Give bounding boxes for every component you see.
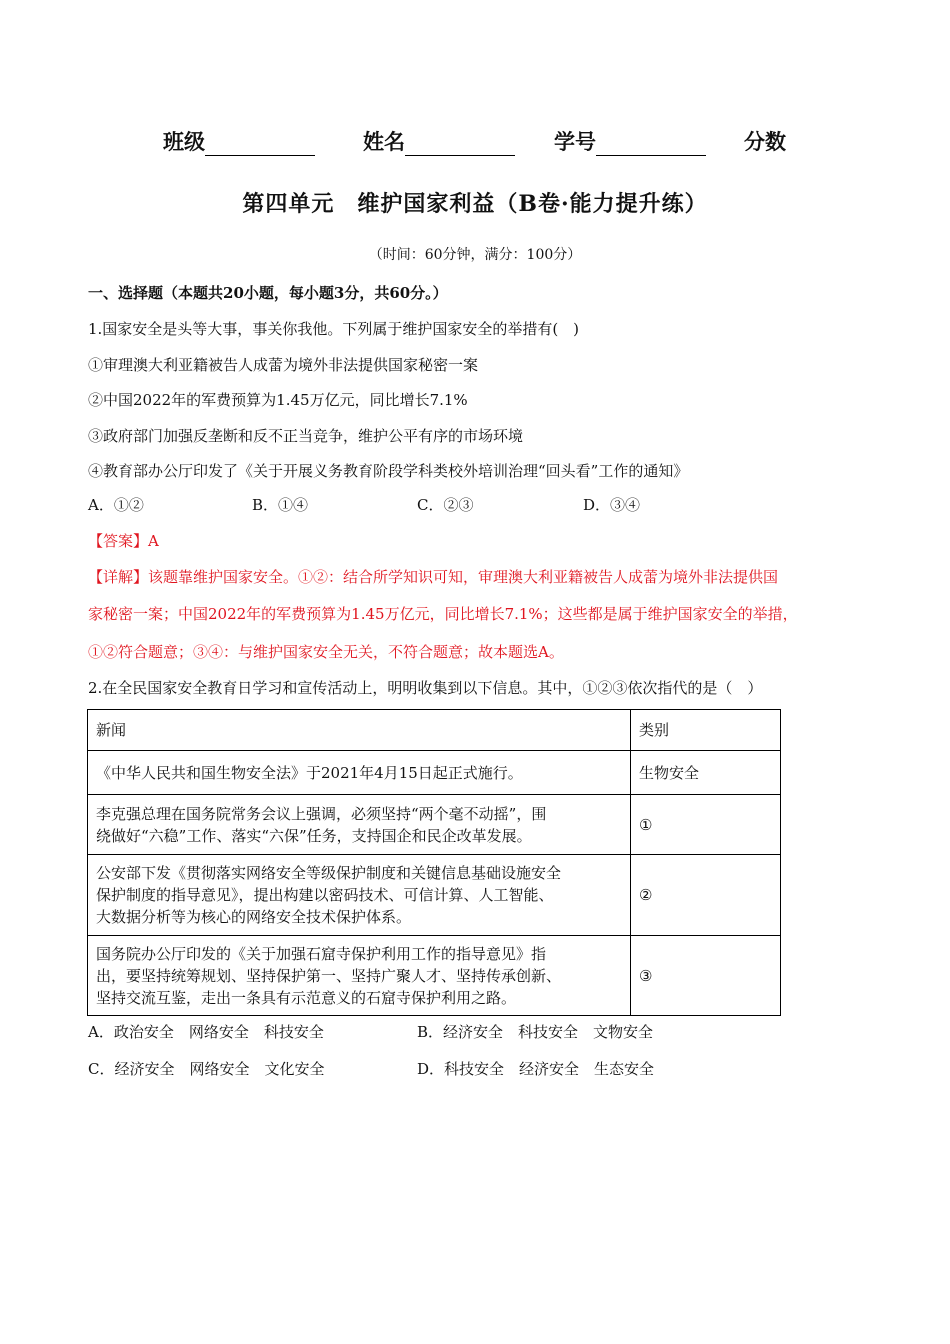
news-cell [88, 855, 631, 936]
header-category: 类别 [631, 710, 781, 751]
news-line: 绕做好“六稳”工作、落实“六保”任务，支持国企和民企改革发展。 [96, 826, 532, 845]
class-blank[interactable] [205, 135, 315, 156]
name-label: 姓名 [363, 129, 405, 154]
q1-item-2: ②中国2022年的军费预算为1.45万亿元，同比增长7.1% [88, 391, 468, 409]
q1-item-4: ④教育部办公厅印发了《关于开展义务教育阶段学科类校外培训治理“回头看”工作的通知》 [88, 462, 689, 480]
q1-explain-label: 【详解】 [88, 568, 149, 586]
header-news: 新闻 [88, 710, 631, 751]
student-id-field[interactable] [554, 126, 706, 156]
score-label: 分数 [744, 129, 786, 154]
class-label: 班级 [163, 129, 205, 154]
q1-answer: 【答案】A [88, 532, 159, 550]
name-blank[interactable] [405, 135, 515, 156]
student-id-blank[interactable] [596, 135, 706, 156]
q2-news-table [87, 709, 781, 1016]
category-cell: ② [631, 855, 781, 936]
q1-item-1: ①审理澳大利亚籍被告人成蕾为境外非法提供国家秘密一案 [88, 356, 479, 374]
news-cell [88, 936, 631, 1016]
news-line: 《中华人民共和国生物安全法》于2021年4月15日起正式施行。 [96, 763, 523, 782]
news-line: 保护制度的指导意见》，提出构建以密码技术、可信计算、人工智能、 [96, 886, 554, 904]
table-row [88, 795, 781, 855]
news-cell [88, 751, 631, 795]
news-line: 出，要坚持统筹规划、坚持保护第一、坚持广聚人才、坚持传承创新、 [96, 966, 562, 985]
q2-option-a[interactable]: A．政治安全 网络安全 科技安全 [88, 1023, 324, 1041]
category-cell: ① [631, 795, 781, 855]
q2-option-d[interactable]: D．科技安全 经济安全 生态安全 [417, 1060, 655, 1078]
q1-stem: 1.国家安全是头等大事，事关你我他。下列属于维护国家安全的举措有( ) [88, 320, 580, 338]
q2-stem: 2.在全民国家安全教育日学习和宣传活动上，明明收集到以下信息。其中，①②③依次指代的是（ ） [88, 679, 763, 697]
section-title: 一、选择题（本题共20小题，每小题3分，共60分。） [88, 284, 448, 302]
news-line: 公安部下发《贯彻落实网络安全等级保护制度和关键信息基础设施安全 [96, 864, 562, 882]
news-line: 大数据分析等为核心的网络安全技术保护体系。 [96, 908, 412, 926]
news-line: 坚持交流互鉴，走出一条具有示范意义的石窟寺保护利用之路。 [96, 988, 517, 1007]
category-cell: ③ [631, 936, 781, 1016]
table-row [88, 855, 781, 936]
q1-explain-line-2: 家秘密一案；中国2022年的军费预算为1.45万亿元，同比增长7.1%；这些都是属于维护国家安全的举措， [88, 605, 798, 623]
exam-time-info: （时间：60分钟，满分：100分） [368, 247, 582, 263]
q1-option-d[interactable]: D．③④ [583, 496, 641, 514]
q1-item-3: ③政府部门加强反垄断和反不正当竞争，维护公平有序的市场环境 [88, 427, 524, 445]
q2-option-c[interactable]: C．经济安全 网络安全 文化安全 [88, 1060, 325, 1078]
student-id-label: 学号 [554, 129, 596, 154]
q1-explain-line-1 [88, 566, 778, 587]
news-cell [88, 795, 631, 855]
q1-option-c[interactable]: C．②③ [417, 496, 474, 514]
news-line: 国务院办公厅印发的《关于加强石窟寺保护利用工作的指导意见》指 [96, 944, 547, 963]
q1-option-a[interactable]: A．①② [88, 496, 144, 514]
page-title: 第四单元 维护国家利益（B卷·能力提升练） [242, 191, 708, 217]
class-field[interactable] [163, 126, 315, 156]
q1-explain-line-3: ①②符合题意；③④：与维护国家安全无关，不符合题意；故本题选A。 [88, 643, 564, 661]
category-cell: 生物安全 [631, 751, 781, 795]
news-line: 李克强总理在国务院常务会议上强调，必须坚持“两个毫不动摇”，围 [96, 804, 547, 823]
q1-explain-text-1: 该题靠维护国家安全。①②：结合所学知识可知，审理澳大利亚籍被告人成蕾为境外非法提供国 [148, 568, 779, 586]
q1-option-b[interactable]: B．①④ [252, 496, 309, 514]
table-row [88, 936, 781, 1016]
q2-option-b[interactable]: B．经济安全 科技安全 文物安全 [417, 1023, 654, 1041]
name-field[interactable] [363, 126, 515, 156]
table-header-row [88, 710, 781, 751]
table-row [88, 751, 781, 795]
